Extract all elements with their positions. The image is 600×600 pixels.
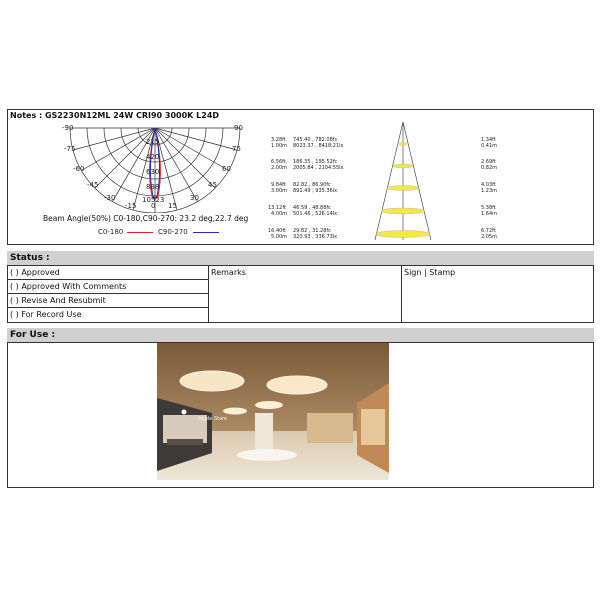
cone-right-ft: 4.03ft [481, 182, 496, 188]
cone-left-m: 5.00m [271, 234, 288, 240]
cone-lx: 2005.84 , 2104.55lx [293, 165, 344, 171]
cone-fc: 745.40 , 782.08fc [293, 137, 338, 143]
remarks-divider [401, 266, 402, 322]
angle-label: -30 [104, 194, 116, 202]
angle-label: -15 [125, 202, 137, 210]
cone-fc: 186.35 , 195.52fc [293, 159, 338, 165]
cone-left-ft: 3.28ft [271, 137, 286, 143]
light-spot [387, 186, 419, 191]
cone-left-m: 3.00m [271, 188, 288, 194]
angle-label: -45 [87, 181, 99, 189]
cone-lx: 320.93 , 336.73lx [293, 234, 338, 240]
radial-label: 215 [146, 138, 160, 146]
cone-right-ft: 2.69ft [481, 159, 496, 165]
application-photo [157, 343, 389, 480]
radial-label: 630 [146, 168, 160, 176]
legend-swatch-c90 [193, 232, 219, 233]
angle-label: 60 [222, 165, 231, 173]
cone-lx: 8023.37 , 8418.21lx [293, 143, 344, 149]
cone-diagram [360, 120, 450, 242]
cone-right-ft: 5.38ft [481, 205, 496, 211]
radial-label: 838 [146, 183, 160, 191]
angle-label: 45 [208, 181, 217, 189]
legend-label-c90: C90-270 [158, 228, 188, 236]
legend-label-c0: C0-180 [98, 228, 124, 236]
radial-label: 10523 [142, 196, 165, 204]
cone-left-m: 4.00m [271, 211, 288, 217]
angle-label: 75 [232, 145, 241, 153]
status-divider [208, 266, 209, 322]
cone-left-m: 2.00m [271, 165, 288, 171]
cone-left-ft: 6.56ft [271, 159, 286, 165]
status-option-revise-and-resubmit[interactable]: ( ) Revise And Resubmit [8, 294, 208, 308]
status-option-approved-with-comments[interactable]: ( ) Approved With Comments [8, 280, 208, 294]
angle-label: -90 [62, 124, 74, 132]
cone-right-m: 0.41m [481, 143, 498, 149]
sign-stamp-label: Sign | Stamp [404, 268, 456, 277]
cone-left-m: 1.00m [271, 143, 288, 149]
beam-angle-text: Beam Angle(50%) C0-180,C90-270: 23.2 deg,22.7 deg [43, 214, 249, 223]
light-spot [381, 208, 425, 214]
cone-right-ft: 1.34ft [481, 137, 496, 143]
cone-right-m: 2.05m [481, 234, 498, 240]
radial-label: 420 [146, 153, 160, 161]
cone-left-ft: 13.12ft [268, 205, 286, 211]
remarks-label: Remarks [211, 268, 246, 277]
status-table [7, 265, 594, 323]
angle-label: 0 [151, 202, 156, 210]
cone-right-ft: 6.72ft [481, 228, 496, 234]
light-spot [376, 231, 430, 238]
cone-left-ft: 9.84ft [271, 182, 286, 188]
cone-lx: 501.46 , 526.14lx [293, 211, 338, 217]
for-use-header: For Use : [7, 328, 594, 342]
status-option-approved[interactable]: ( ) Approved [8, 266, 208, 280]
angle-label: 30 [190, 194, 199, 202]
light-spot [393, 164, 413, 168]
photo-store-sign: Apple Store [198, 416, 228, 422]
cone-right-m: 0.82m [481, 165, 498, 171]
angle-label: 90 [234, 124, 243, 132]
cone-fc: 46.59 , 48.88fc [293, 205, 331, 211]
cone-left-ft: 16.40ft [268, 228, 286, 234]
angle-label: -60 [73, 165, 85, 173]
status-option-for-record-use[interactable]: ( ) For Record Use [10, 310, 82, 319]
angle-label: 15 [168, 202, 177, 210]
light-spot [399, 143, 407, 146]
cone-right-m: 1.23m [481, 188, 498, 194]
cone-fc: 29.82 , 31.28fc [293, 228, 331, 234]
notes-title: Notes : GS2230N12ML 24W CRI90 3000K L24D [10, 111, 220, 120]
status-header: Status : [7, 251, 594, 265]
legend-swatch-c0 [127, 232, 153, 233]
cone-right-m: 1.64m [481, 211, 498, 217]
angle-label: -75 [64, 145, 76, 153]
cone-lx: 891.49 , 935.36lx [293, 188, 338, 194]
cone-fc: 82.82 , 86.90fc [293, 182, 331, 188]
